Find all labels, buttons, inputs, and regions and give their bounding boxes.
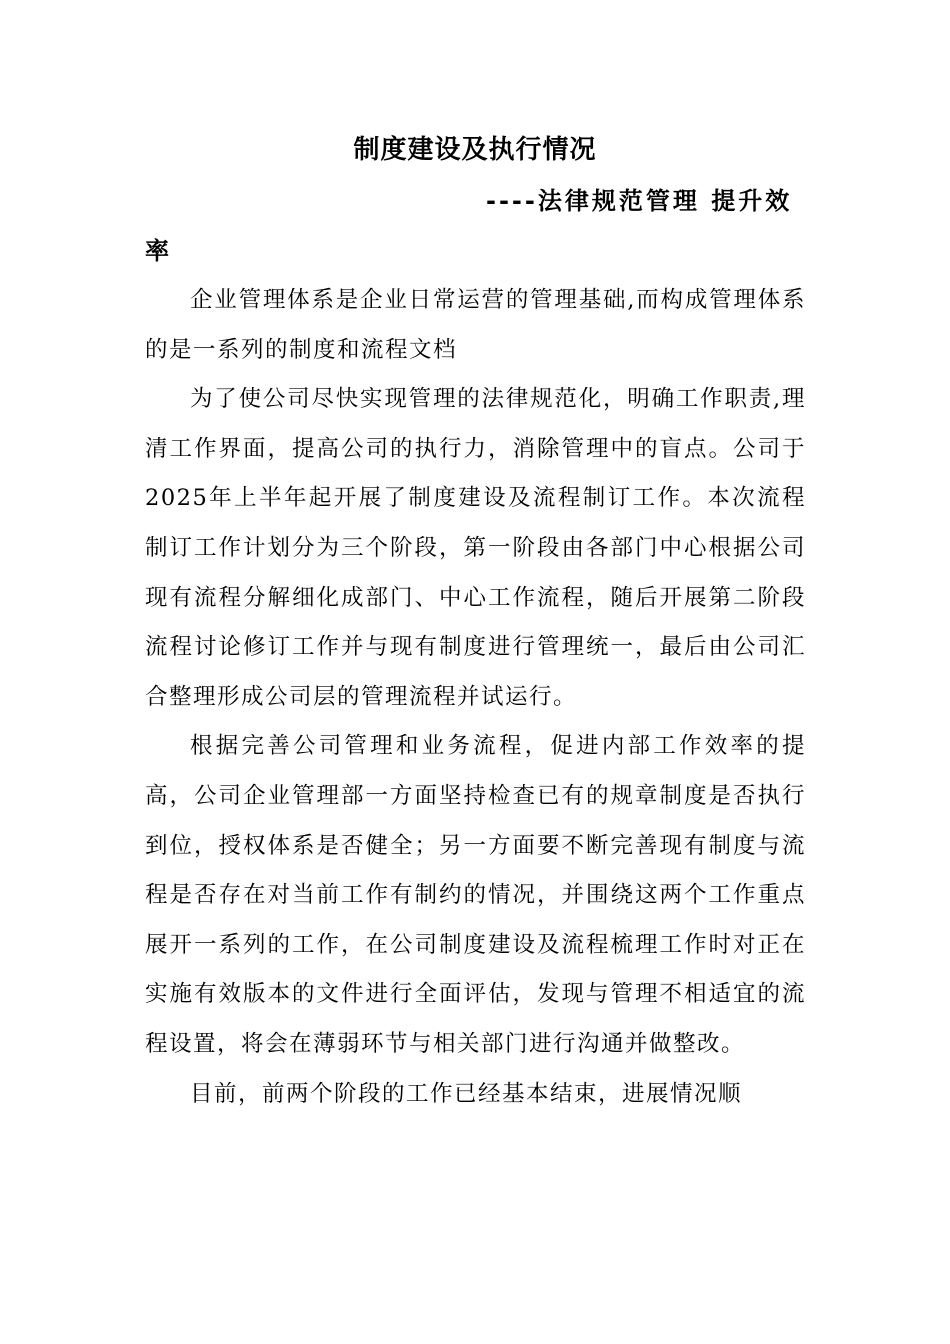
document-body xyxy=(145,276,806,1119)
paragraph: 为了使公司尽快实现管理的法律规范化，明确工作职责,理清工作界面，提高公司的执行力，消除管理中的盲点。公司于2025年上半年起开展了制度建设及流程制订工作。本次流程制订工作计划分为三个阶段，第一阶段由各部门中心根据公司现有流程分解细化成部门、中心工作流程，随后开展第二阶段流程讨论修订工作并与现有制度进行管理统一，最后由公司汇合整理形成公司层的管理流程并试运行。 xyxy=(145,386,806,710)
document-subtitle: ----法律规范管理 提升效率 xyxy=(145,187,793,265)
document-title: 制度建设及执行情况 xyxy=(353,135,597,165)
paragraph: 目前，前两个阶段的工作已经基本结束，进展情况顺 xyxy=(190,1080,743,1107)
paragraph: 企业管理体系是企业日常运营的管理基础,而构成管理体系的是一系列的制度和流程文档 xyxy=(145,287,806,363)
paragraph: 根据完善公司管理和业务流程，促进内部工作效率的提高，公司企业管理部一方面坚持检查已有的规章制度是否执行到位，授权体系是否健全；另一方面要不断完善现有制度与流程是否存在对当前工作有制约的情况，并围绕这两个工作重点展开一系列的工作，在公司制度建设及流程梳理工作时对正在实施有效版本的文件进行全面评估，发现与管理不相适宜的流程设置，将会在薄弱环节与相关部门进行沟通并做整改。 xyxy=(145,733,806,1057)
